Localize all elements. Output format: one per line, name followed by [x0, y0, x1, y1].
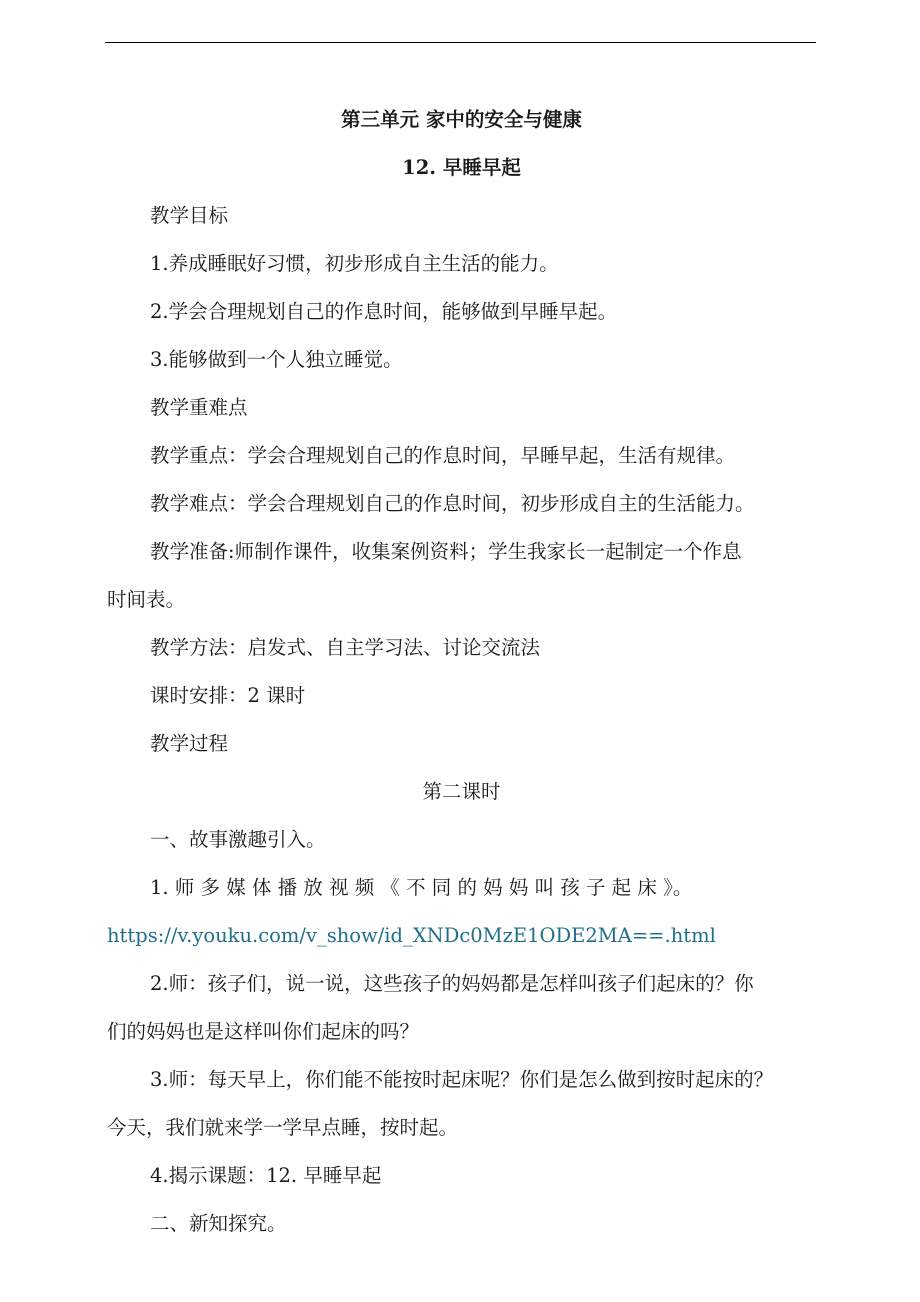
key-point: 教学重点：学会合理规划自己的作息时间，早睡早起，生活有规律。: [150, 444, 736, 467]
header-rule: [105, 42, 816, 43]
difficult-point: 教学难点：学会合理规划自己的作息时间，初步形成自主的生活能力。: [150, 492, 755, 515]
step-item-continued: 今天，我们就来学一学早点睡，按时起。: [107, 1116, 459, 1139]
goal-item: 1.养成睡眠好习惯，初步形成自主生活的能力。: [150, 252, 559, 275]
preparation-line: 时间表。: [107, 588, 186, 611]
lesson-schedule: 课时安排：2 课时: [150, 684, 306, 707]
step-item: 1. 师 多 媒 体 播 放 视 频 《 不 同 的 妈 妈 叫 孩 子 起 床 》。: [150, 876, 693, 899]
difficulty-heading: 教学重难点: [150, 396, 248, 419]
preparation-line: 教学准备:师制作课件，收集案例资料；学生我家长一起制定一个作息: [150, 540, 742, 563]
goals-heading: 教学目标: [150, 204, 229, 227]
step-item: 3.师：每天早上，你们能不能按时起床呢？你们是怎么做到按时起床的？: [150, 1068, 774, 1091]
step-item: 2.师：孩子们，说一说，这些孩子的妈妈都是怎样叫孩子们起床的？你: [150, 972, 754, 995]
goal-item: 2.学会合理规划自己的作息时间，能够做到早睡早起。: [150, 300, 618, 323]
video-link[interactable]: https://v.youku.com/v_show/id_XNDc0MzE1ODE2MA==.html: [107, 924, 716, 947]
unit-title: 第三单元 家中的安全与健康: [341, 108, 582, 131]
section-heading: 一、故事激趣引入。: [150, 828, 326, 851]
document-body: [107, 96, 816, 1248]
step-item: 4.揭示课题：12. 早睡早起: [150, 1164, 382, 1187]
lesson-title: 12. 早睡早起: [402, 156, 521, 179]
period-title: 第二课时: [422, 780, 501, 803]
process-heading: 教学过程: [150, 732, 229, 755]
section-heading: 二、新知探究。: [150, 1212, 287, 1235]
goal-item: 3.能够做到一个人独立睡觉。: [150, 348, 403, 371]
teaching-method: 教学方法：启发式、自主学习法、讨论交流法: [150, 636, 541, 659]
step-item-continued: 们的妈妈也是这样叫你们起床的吗？: [107, 1020, 420, 1043]
